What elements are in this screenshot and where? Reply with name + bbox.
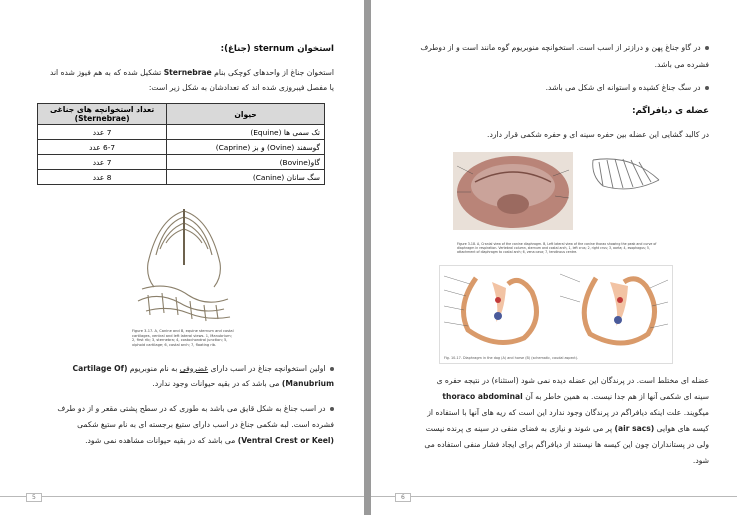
footer-line (0, 496, 364, 497)
para-cartilage-line-1: اولین استخوانچه جناغ در اسب دارای غضروفی به نام منوبریوم (Cartilage Of (34, 362, 334, 376)
cell-count: 8 عدد (38, 170, 167, 185)
para-cattle-line-2: فشرده می باشد. (654, 60, 709, 69)
cell-count: 7 عدد (38, 125, 167, 140)
intro-line-1: استخوان جناغ از واحدهای کوچکی بنام Sternebrae تشکیل شده که به هم فیوز شده اند (49, 68, 334, 77)
cell-count: 7 عدد (38, 155, 167, 170)
cell-animal: گاو(Bovine) (167, 155, 325, 170)
table-header-row (38, 104, 325, 125)
para-horse-line-1: در اسب جناغ به شکل قایق می باشد به طوری که در سطح پشتی مقعر و از دو طرف (34, 402, 334, 416)
ribcage-illustration (128, 203, 240, 325)
sternebrae-table (37, 103, 325, 185)
bullet-icon (705, 86, 709, 90)
para-dog: در سگ جناغ کشیده و استوانه ای شکل می باشد. (409, 81, 709, 95)
sternum-figure (128, 203, 240, 351)
para-cattle-line-1: در گاو جناغ پهن و درازتر از اسب است. استخوانچه منوبریوم گوه مانند است و از دوطرف (409, 41, 709, 55)
table-row (38, 140, 325, 155)
cell-count: 6-7 عدد (38, 140, 167, 155)
table-row (38, 155, 325, 170)
footer-line (371, 496, 737, 497)
bullet-icon (330, 367, 334, 371)
para-diaphragm-line-5: ولی در پستانداران چون این کیسه ها نیستند از دیافراگم برای ایجاد فشار منفی استفاده می (424, 440, 709, 449)
para-horse-line-2: فشرده است. لبه شکمی جناغ در اسب دارای ستیغ برجسته ای به نام ستیغ شکمی (77, 420, 334, 429)
diaphragm-intro: در کالبد گشایی این عضله بین حفره سینه ای و حفره شکمی قرار دارد. (487, 130, 709, 139)
section-heading-diaphragm: عضله ی دیافراگم: (632, 106, 709, 116)
document-page-right (371, 0, 737, 515)
table-row (38, 125, 325, 140)
para-diaphragm-line-4: کیسه های هوایی (air sacs) پر می شوند و نیازی به فضای منفی در سینه ی پرنده نیست (425, 424, 709, 433)
para-horse-line-3: (Ventral Crest or Keel) می باشد که در بقیه حیوانات مشاهده نمی شود. (85, 436, 334, 445)
diaphragm-figure-1 (453, 152, 667, 252)
intro-line-2: یا مفصل فیبروزی شده اند که تعدادشان به شکل زیر است: (148, 83, 334, 92)
table-row (38, 170, 325, 185)
diaphragm-photo (453, 152, 667, 238)
figure-caption: Figure 3-18. A, Cranial view of the canine diaphragm. B, Left lateral view of the canine thorax showing the peak and curve of diaphragm in respiration. Vertebral column, sternum and costal arch, 1, left crus; 2, right crus; 3, aorta; 4, esophagus; 5, attachment of diaphragm to costal arch; 6, vena cava; 7, tendinous centre. (457, 242, 657, 254)
header-count: تعداد استخوانچه های جناغی (Sternebrae) (38, 104, 167, 125)
para-diaphragm-line-3: میگویند. علت اینکه دیافراگم در پرندگان وجود ندارد این است که ریه های آنها با استفاده از (427, 408, 709, 417)
figure-caption: Fig. 10-17. Diaphragm in the dog (A) and horse (B) (schematic, caudal aspect). (444, 356, 579, 360)
header-animal: حیوان (167, 104, 325, 125)
bullet-icon (330, 407, 334, 411)
page-number: 6 (395, 493, 411, 502)
para-diaphragm-line-1: عضله ای مختلط است. در پرندگان این عضله دیده نمی شود (استثناء) در نتیجه حفره ی (436, 376, 709, 385)
diaphragm-figure-2 (439, 265, 673, 364)
section-heading-sternum: استخوان sternum (جناغ): (220, 44, 334, 54)
figure-caption: Figure 3-17. A, Canine and B, equine sternum and costal cartilages, ventral and left lateral views. 1, Manubrium; 2, first rib; 3, sternebra; 4, costochondral junction; 5, xiphoid cartilage; 6, costal arch; 7, floating rib. (132, 329, 234, 347)
cell-animal: تک سمی ها (Equine) (167, 125, 325, 140)
para-cartilage-line-2: Manubrium) می باشد که در بقیه حیوانات وجود ندارد. (152, 379, 334, 388)
document-page-left (0, 0, 364, 515)
diaphragm-schematic (440, 266, 672, 352)
para-diaphragm-line-2: سینه ای شکمی آنها از هم جدا نیست. به همین خاطر به آن thoraco abdominal (442, 392, 709, 401)
cell-animal: گوسفند (Ovine) و بز (Caprine) (167, 140, 325, 155)
cell-animal: سگ سانان (Canine) (167, 170, 325, 185)
para-diaphragm-line-6: شود. (692, 456, 709, 465)
page-number: 5 (26, 493, 42, 502)
bullet-icon (705, 46, 709, 50)
